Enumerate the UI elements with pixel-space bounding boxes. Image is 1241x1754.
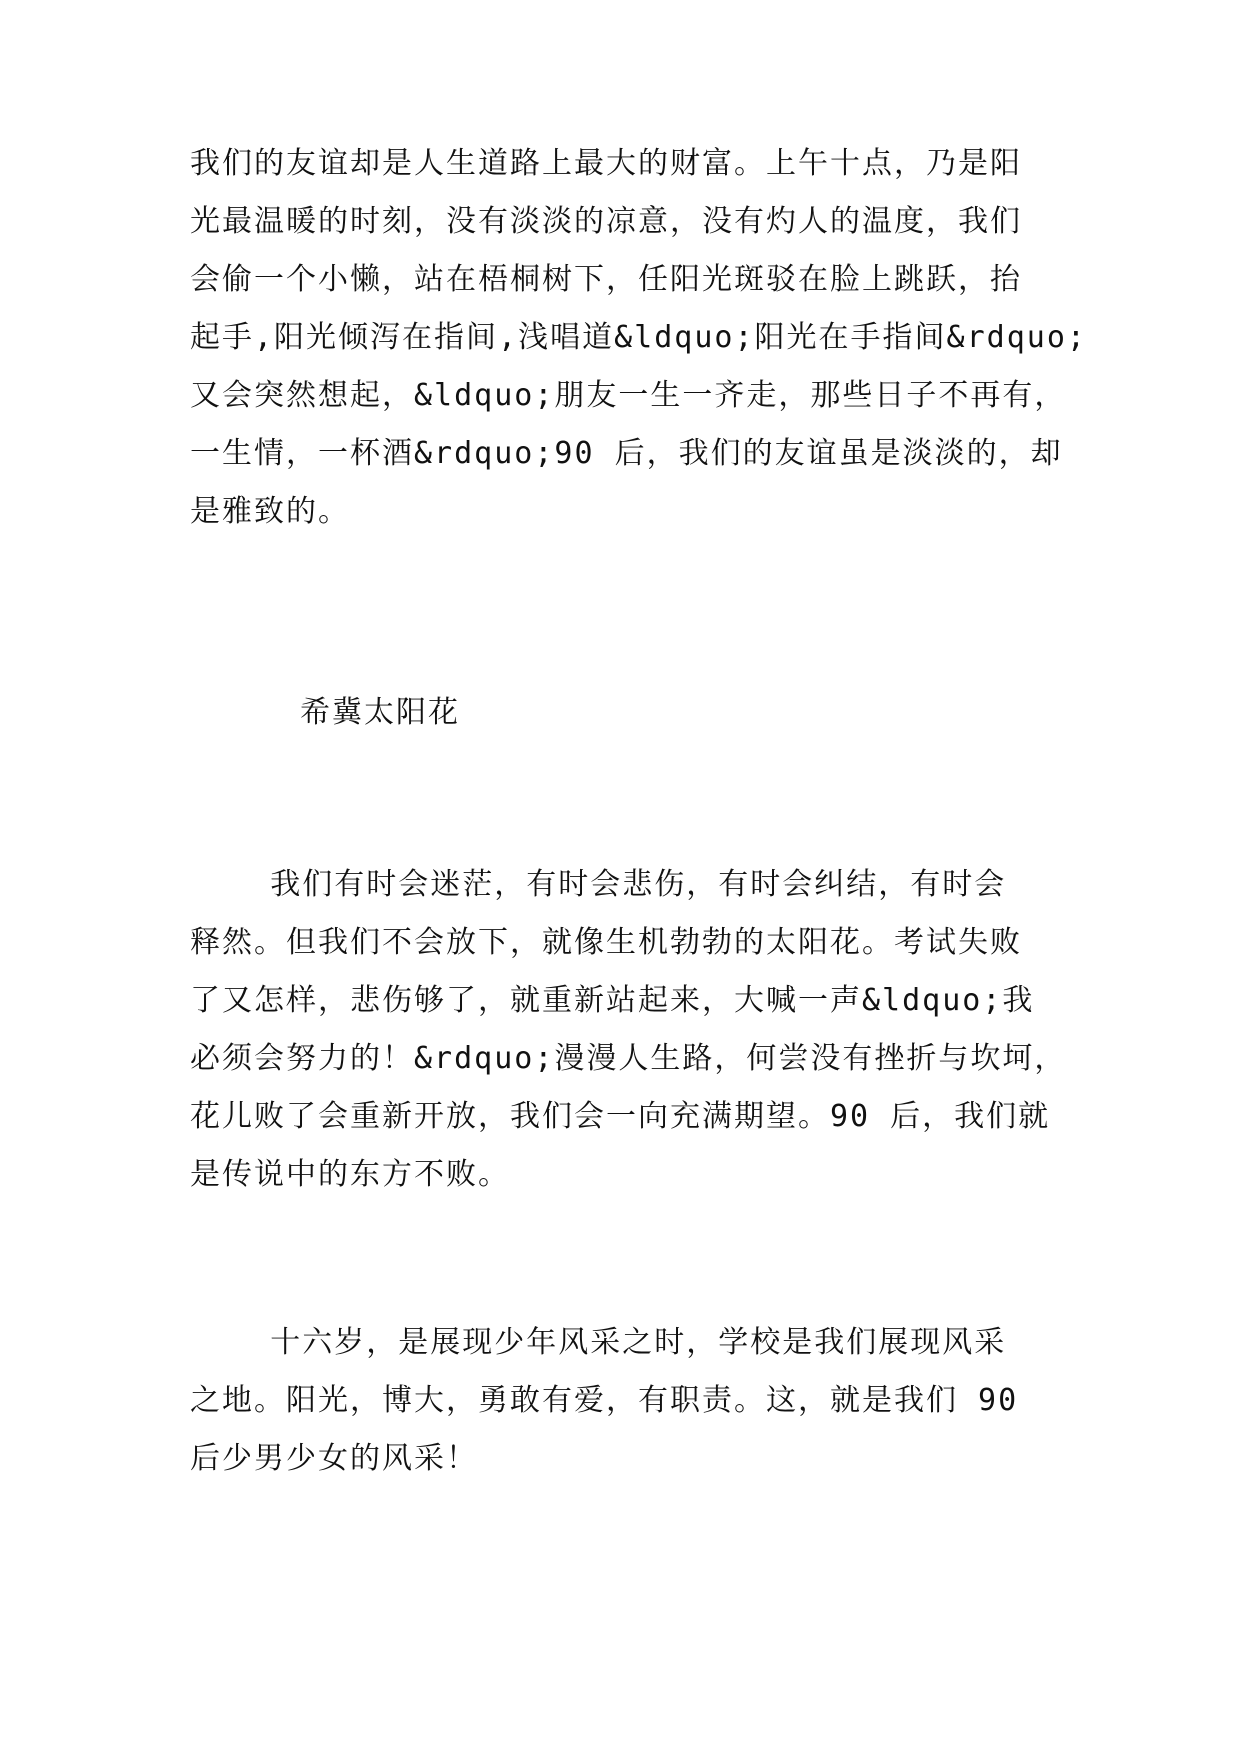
text-line: 光最温暖的时刻，没有淡淡的凉意，没有灼人的温度，我们 [190, 204, 1022, 239]
paragraph-friendship [190, 135, 1087, 541]
text-line: 十六岁，是展现少年风采之时，学校是我们展现风采 [190, 1325, 1007, 1360]
text-line: 又会突然想起，&ldquo;朋友一生一齐走，那些日子不再有， [190, 378, 1067, 413]
text-line: 之地。阳光，博大，勇敢有爱，有职责。这，就是我们 90 [190, 1383, 1019, 1418]
section-heading: 希冀太阳花 [300, 695, 460, 730]
paragraph-sunflower [190, 856, 1070, 1204]
text-line: 是传说中的东方不败。 [190, 1157, 510, 1192]
text-line: 我们有时会迷茫，有时会悲伤，有时会纠结，有时会 [190, 867, 1007, 902]
paragraph-sixteen [190, 1314, 1070, 1488]
text-line: 花儿败了会重新开放，我们会一向充满期望。90 后，我们就 [190, 1099, 1051, 1134]
text-line: 起手,阳光倾泻在指间,浅唱道&ldquo;阳光在手指间&rdquo; [190, 320, 1087, 355]
text-line: 释然。但我们不会放下，就像生机勃勃的太阳花。考试失败 [190, 925, 1022, 960]
text-line: 必须会努力的！&rdquo;漫漫人生路，何尝没有挫折与坎坷， [190, 1041, 1067, 1076]
text-line: 一生情，一杯酒&rdquo;90 后，我们的友谊虽是淡淡的，却 [190, 436, 1063, 471]
text-line: 我们的友谊却是人生道路上最大的财富。上午十点，乃是阳 [190, 146, 1022, 181]
text-line: 是雅致的。 [190, 494, 350, 529]
text-line: 后少男少女的风采！ [190, 1441, 478, 1476]
text-line: 了又怎样，悲伤够了，就重新站起来，大喊一声&ldquo;我 [190, 983, 1035, 1018]
text-line: 会偷一个小懒，站在梧桐树下，任阳光斑驳在脸上跳跃，抬 [190, 262, 1022, 297]
